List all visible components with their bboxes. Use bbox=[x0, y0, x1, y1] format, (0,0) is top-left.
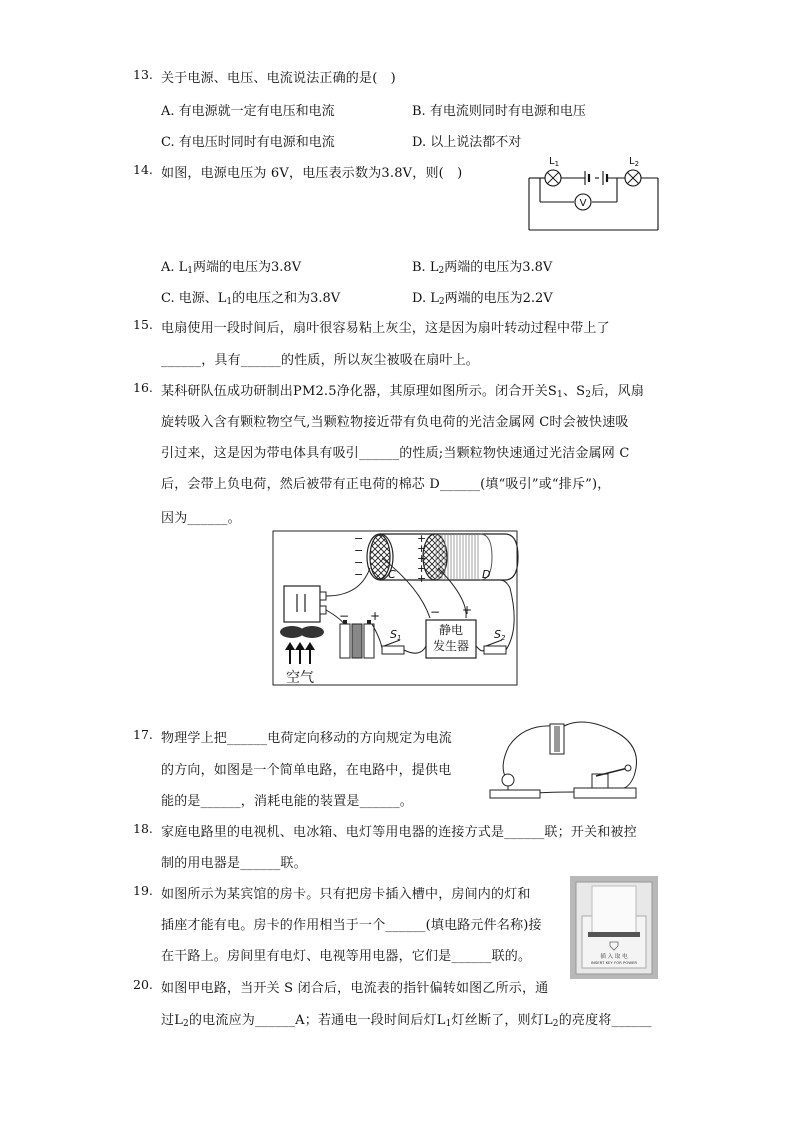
pm25-purifier-figure bbox=[270, 528, 520, 688]
question-14-number: 14. bbox=[133, 162, 153, 177]
question-14-option-c: C. 电源、$L_1$的电压之和为3.8V bbox=[161, 291, 341, 307]
question-16-line-1: 某科研队伍成功研制出PM2.5净化器，其原理如图所示。闭合开关$S_1$、$S_2$后，风扇 bbox=[161, 384, 645, 400]
series-circuit-figure bbox=[525, 150, 665, 234]
air-label: 空气 bbox=[286, 670, 314, 686]
question-16-line-3: 引过来，这是因为带电体具有吸引______的性质;当颗粒物快速通过光洁金属网 C bbox=[161, 446, 630, 461]
light-bulb-icon bbox=[490, 774, 540, 798]
question-17-line-2: 的方向，如图是一个简单电路，在电路中，提供电 bbox=[161, 763, 452, 778]
question-18-line-1: 家庭电路里的电视机、电冰箱、电灯等用电器的连接方式是______联；开关和被控 bbox=[161, 825, 637, 840]
switch-s1-icon bbox=[382, 640, 404, 654]
question-13-option-d: D. 以上说法都不对 bbox=[412, 135, 522, 150]
svg-text:−: − bbox=[354, 544, 364, 557]
metal-mesh-c bbox=[370, 535, 390, 579]
question-18-line-2: 制的用电器是______联。 bbox=[161, 856, 307, 871]
svg-text:发生器: 发生器 bbox=[432, 639, 470, 653]
svg-text:插 入 取 电: 插 入 取 电 bbox=[600, 954, 628, 960]
svg-text:V: V bbox=[579, 198, 587, 209]
question-13-option-c: C. 有电压时同时有电源和电流 bbox=[161, 135, 335, 150]
question-19-line-2: 插座才能有电。房卡的作用相当于一个______(填电路元件名称)接 bbox=[161, 918, 542, 933]
room-card-photo bbox=[570, 876, 658, 979]
lamp-l2-label: $L_2$ bbox=[629, 156, 640, 168]
svg-text:+: + bbox=[417, 532, 427, 545]
svg-text:−: − bbox=[339, 609, 350, 623]
label-d: D bbox=[482, 568, 491, 581]
switch-s1-label: S1 bbox=[390, 628, 402, 642]
lamp-l1-label: $L_1$ bbox=[549, 156, 560, 168]
svg-text:+: + bbox=[417, 552, 427, 565]
question-15-number: 15. bbox=[133, 317, 153, 332]
question-17-line-1: 物理学上把______电荷定向移动的方向规定为电流 bbox=[161, 731, 453, 746]
svg-text:+: + bbox=[370, 609, 381, 623]
switch-s2-label: S2 bbox=[494, 628, 506, 642]
svg-text:静电: 静电 bbox=[438, 623, 464, 637]
question-20-line-1: 如图甲电路，当开关 S 闭合后，电流表的指针偏转如图乙所示，通 bbox=[161, 981, 549, 996]
question-18-number: 18. bbox=[133, 821, 153, 836]
question-15-line-1: 电扇使用一段时间后，扇叶很容易粘上灰尘，这是因为扇叶转动过程中带上了 bbox=[161, 321, 610, 336]
svg-text:+: + bbox=[417, 572, 427, 585]
question-16-line-4: 后，会带上负电荷，然后被带有正电荷的棉芯 D______(填“吸引”或“排斥”)， bbox=[161, 477, 611, 492]
svg-text:−: − bbox=[354, 568, 364, 581]
svg-text:+: + bbox=[417, 542, 427, 555]
lamp-l2-icon bbox=[625, 170, 641, 186]
question-16-line-5: 因为______。 bbox=[161, 511, 241, 526]
question-15-line-2: ______，具有______的性质，所以灰尘被吸在扇叶上。 bbox=[161, 353, 480, 368]
key-card bbox=[592, 886, 636, 936]
question-13-number: 13. bbox=[133, 67, 153, 82]
svg-text:INSERT KEY FOR POWER: INSERT KEY FOR POWER bbox=[590, 960, 638, 965]
svg-text:−: − bbox=[354, 532, 364, 545]
question-13-stem: 关于电源、电压、电流说法正确的是( ) bbox=[161, 71, 396, 86]
question-20-line-2: 过$L_2$的电流应为______A；若通电一段时间后灯$L_1$灯丝断了，则灯$L_2$的亮度将______ bbox=[161, 1013, 652, 1029]
label-c: C bbox=[388, 568, 396, 581]
svg-text:+: + bbox=[462, 603, 473, 617]
question-14-stem: 如图，电源电压为 6V，电压表示数为3.8V，则( ) bbox=[161, 166, 463, 181]
lamp-l1-icon bbox=[545, 170, 561, 186]
fan-motor-icon bbox=[284, 586, 320, 622]
question-19-line-3: 在干路上。房间里有电灯、电视等用电器，它们是______联的。 bbox=[161, 949, 532, 964]
question-13-option-b: B. 有电流则同时有电源和电压 bbox=[412, 104, 586, 119]
question-16-number: 16. bbox=[133, 380, 153, 395]
svg-text:+: + bbox=[417, 562, 427, 575]
question-14-option-d: D. $L_2$两端的电压为2.2V bbox=[412, 291, 553, 307]
question-16-line-2: 旋转吸入含有颗粒物空气,当颗粒物接近带有负电荷的光洁金属网 C时会被快速吸 bbox=[161, 415, 629, 430]
question-20-number: 20. bbox=[133, 977, 153, 992]
simple-circuit-figure bbox=[484, 716, 649, 806]
question-13-option-a: A. 有电源就一定有电压和电流 bbox=[161, 104, 335, 119]
battery-icon bbox=[340, 620, 374, 658]
battery-icon bbox=[550, 724, 564, 754]
switch-s2-icon bbox=[484, 640, 506, 654]
airflow-arrows-icon bbox=[285, 642, 315, 664]
question-14-option-a: A. $L_1$两端的电压为3.8V bbox=[161, 260, 302, 276]
question-19-line-1: 如图所示为某宾馆的房卡。只有把房卡插入槽中，房间内的灯和 bbox=[161, 887, 531, 902]
question-14-option-b: B. $L_2$两端的电压为3.8V bbox=[412, 260, 553, 276]
question-17-line-3: 能的是______，消耗电能的装置是______。 bbox=[161, 794, 414, 809]
question-17-number: 17. bbox=[133, 727, 153, 742]
svg-text:−: − bbox=[430, 605, 441, 619]
svg-text:−: − bbox=[354, 556, 364, 569]
question-19-number: 19. bbox=[133, 883, 153, 898]
voltmeter-icon bbox=[575, 194, 591, 210]
knife-switch-icon bbox=[574, 765, 636, 798]
